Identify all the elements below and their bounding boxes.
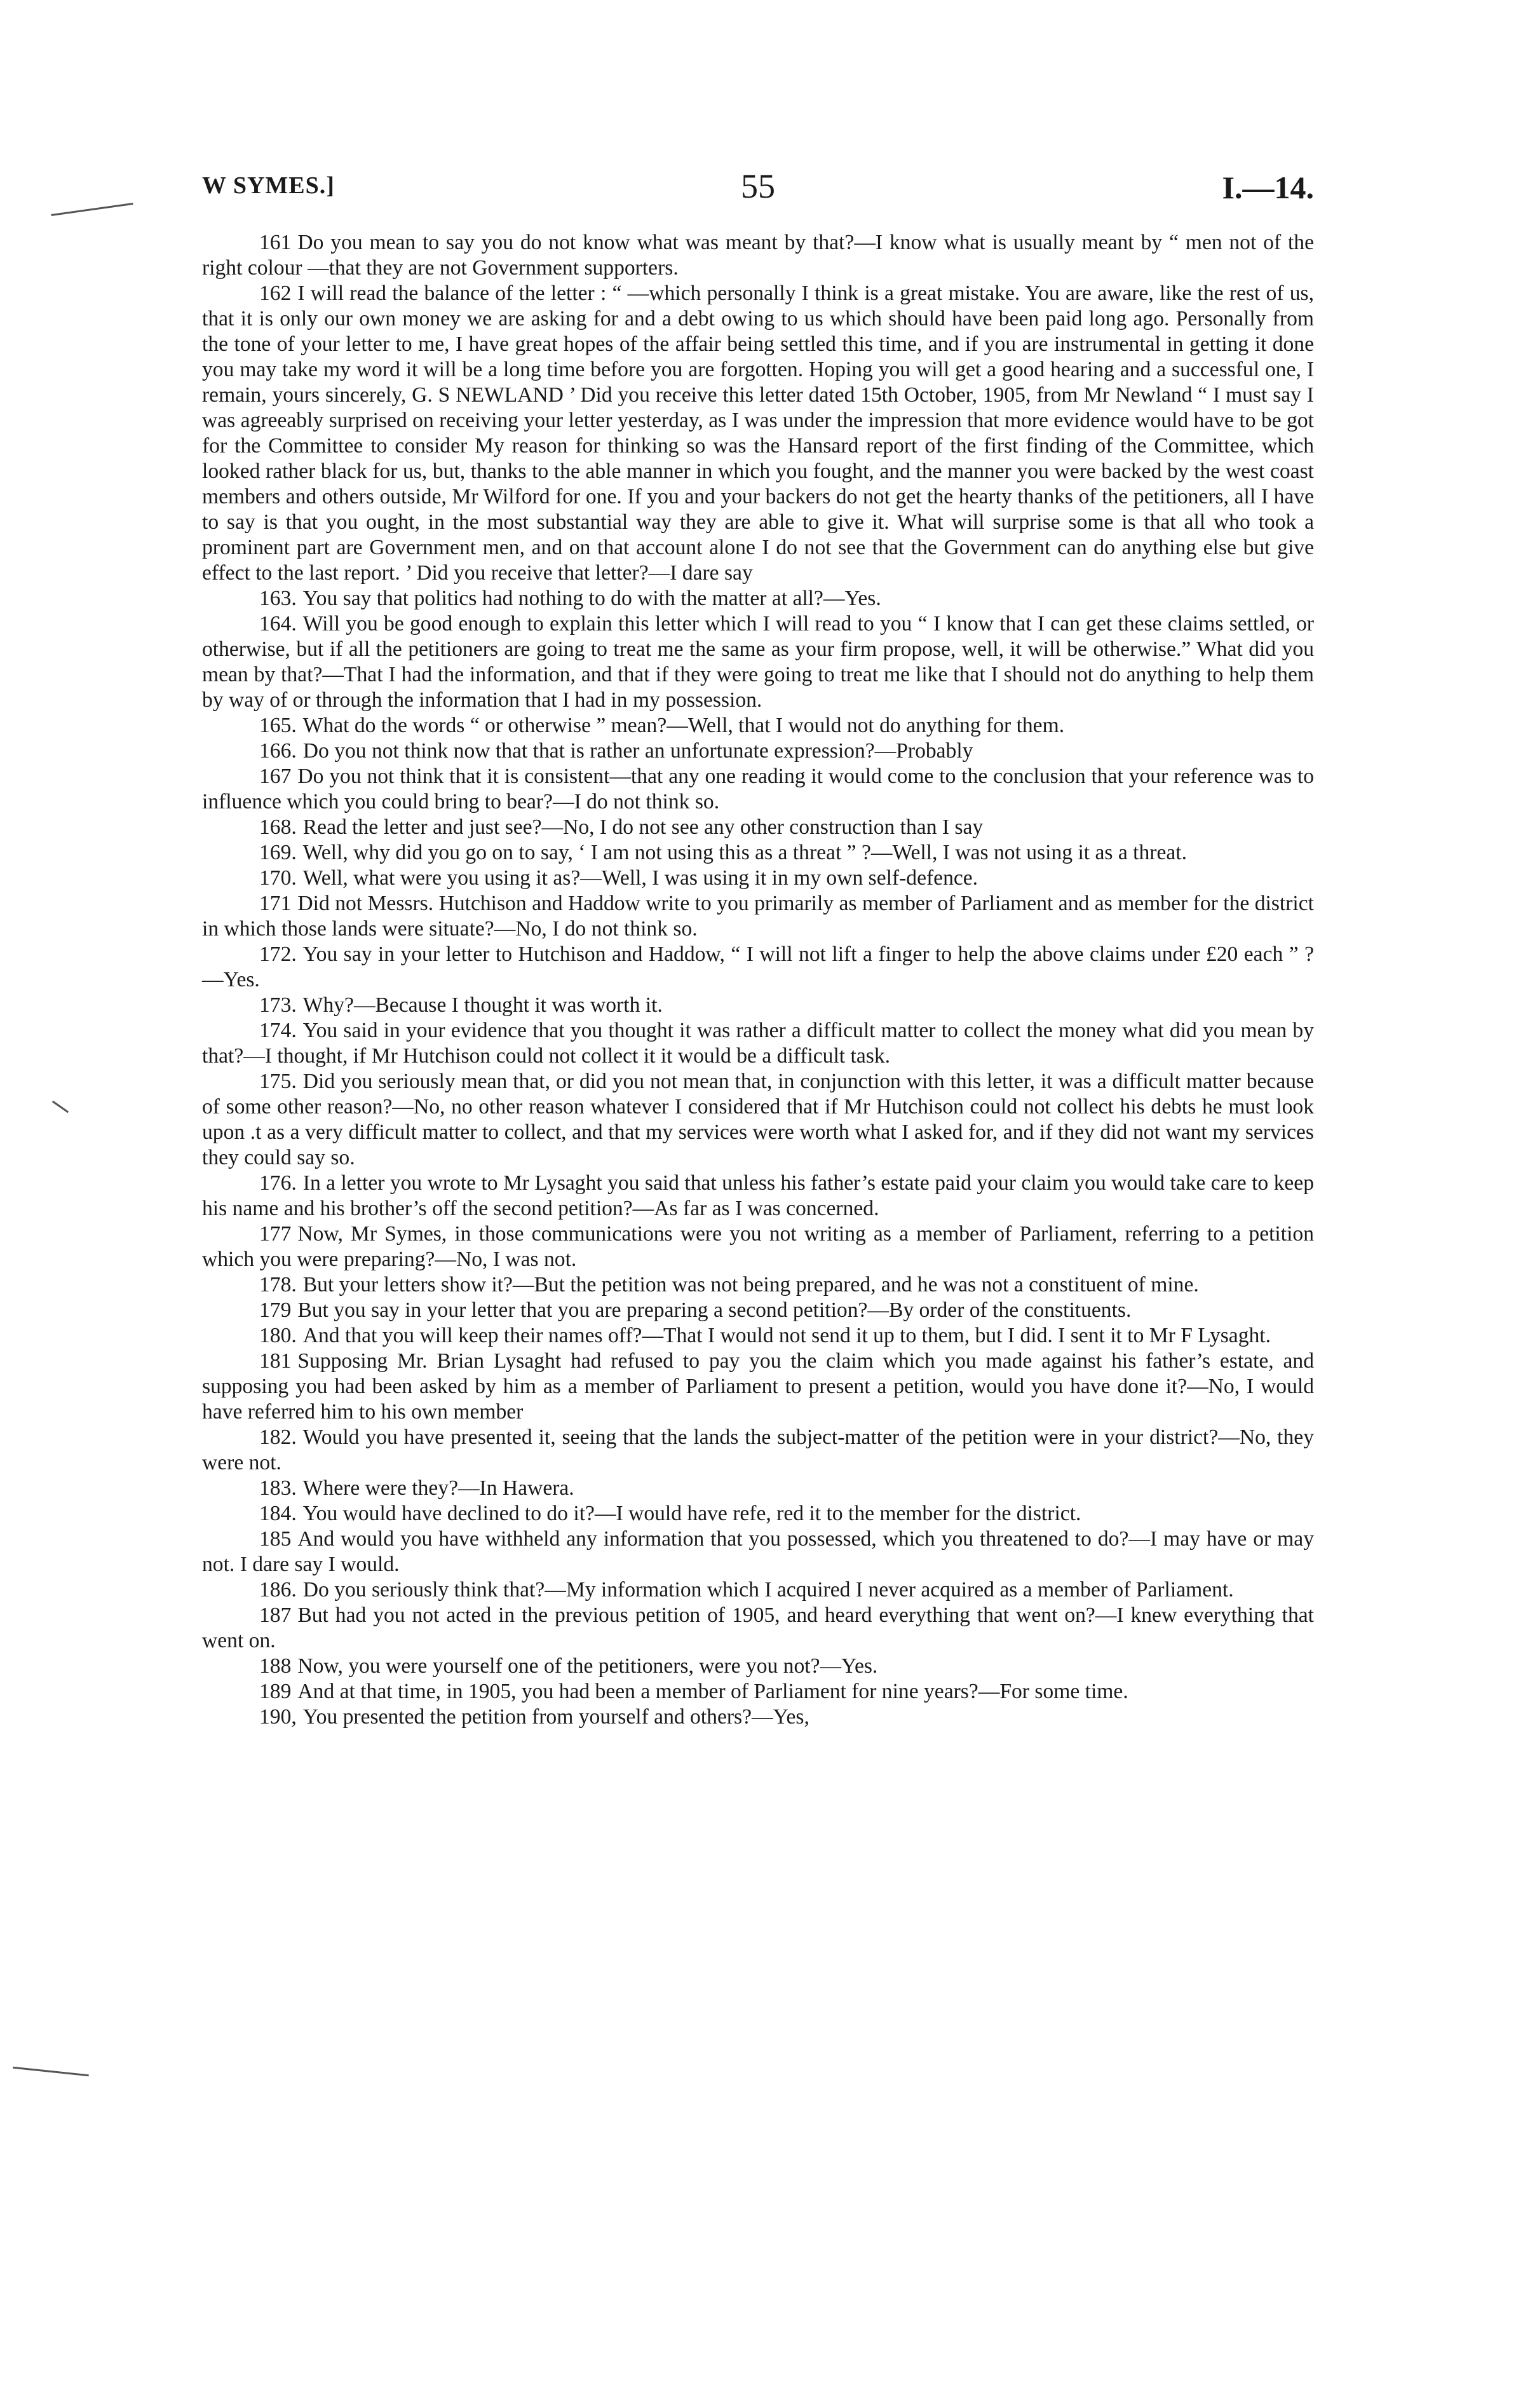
question-number: 183. [259,1476,297,1500]
question-text: Did you seriously mean that, or did you not mean that, in conjunction with this letter, it was a difficult matter because of some other reason?—No, no other reason whatever I considered that if Mr Hutchison could not collect his debts he must look upon .t as a very difficult matter to collect, and that my services were worth what I asked for, and if they did not want my services they could say so. [202,1070,1314,1169]
qa-paragraph [202,764,1314,815]
qa-paragraph [202,815,1314,840]
question-text: Well, why did you go on to say, ‘ I am not using this as a threat ” ?—Well, I was not using it as a threat. [302,841,1187,864]
qa-paragraph [202,1221,1314,1272]
question-number: 175. [259,1070,297,1093]
question-text: But you say in your letter that you are preparing a second petition?—By order of the constituents. [297,1298,1132,1322]
question-text: What do the words “ or otherwise ” mean?—Well, that I would not do anything for them. [302,714,1065,737]
question-number: 188 [259,1654,292,1678]
qa-paragraph [202,586,1314,611]
question-text: And that you will keep their names off?—That I would not send it up to them, but I did. I sent it to Mr F Lysaght. [302,1324,1271,1347]
question-number: 162 [259,282,292,305]
qa-paragraph [202,1501,1314,1527]
qa-paragraph [202,230,1314,281]
question-number: 161 [259,231,292,254]
question-number: 187 [259,1603,292,1627]
question-number: 165. [259,714,297,737]
witness-name: W SYMES.] [202,172,335,199]
qa-paragraph [202,891,1314,942]
question-number: 181 [259,1349,292,1373]
margin-mark [51,203,133,216]
question-text: And would you have withheld any information that you possessed, which you threatened to do?—I may have or may not. I dare say I would. [202,1527,1314,1576]
qa-paragraph [202,1577,1314,1603]
question-number: 167 [259,765,292,788]
document-reference: I.—14. [1222,170,1314,205]
question-text: Well, what were you using it as?—Well, I was using it in my own self-defence. [302,866,978,890]
qa-paragraph [202,942,1314,993]
question-text: Why?—Because I thought it was worth it. [302,993,663,1017]
qa-paragraph [202,1476,1314,1501]
page-number: 55 [741,167,775,205]
qa-paragraph [202,993,1314,1018]
qa-paragraph [202,713,1314,738]
question-text: I will read the balance of the letter : “ —which personally I think is a great mistake. You are aware, like the rest of us, that it is only our own money we are asking for and a debt owing to us which should have been paid long ago. Personally from the tone of your letter to me, I have great hopes of the affair being settled this time, and if you are instrumental in getting it done you may take my word it will be a long time before you are forgotten. Hoping you will get a good hearing and a successful one, I remain, yours sincerely, G. S NEWLAND ’ Did you receive this letter dated 15th October, 1905, from Mr Newland “ I must say I was agreeably surprised on receiving your letter yesterday, as I was under the impression that more evidence would have to be got for the Committee to consider My reason for thinking so was the Hansard report of the first finding of the Committee, which looked rather black for us, but, thanks to the able manner in which you fought, and the manner you were backed by the west coast members and others outside, Mr Wilford for one. If you and your backers do not get the hearty thanks of the petitioners, all I have to say is that you ought, in the most substantial way they are able to give it. What will surprise some is that all who took a prominent part are Government men, and on that account alone I do not see that the Government can do anything else but give effect to the last report. ’ Did you receive that letter?—I dare say [202,282,1314,585]
question-number: 185 [259,1527,292,1551]
qa-paragraph [202,1654,1314,1679]
question-number: 170. [259,866,297,890]
question-text: Did not Messrs. Hutchison and Haddow write to you primarily as member of Parliament and as member for the district in which those lands were situate?—No, I do not think so. [202,892,1314,941]
qa-paragraph [202,1323,1314,1349]
qa-paragraph [202,1704,1314,1730]
qa-paragraph [202,611,1314,713]
question-text: Do you seriously think that?—My information which I acquired I never acquired as a member of Parliament. [302,1578,1234,1602]
qa-paragraph [202,1527,1314,1577]
question-text: Do you mean to say you do not know what was meant by that?—I know what is usually meant by “ men not of the right colour —that they are not Government supporters. [202,231,1314,280]
question-number: 169. [259,841,297,864]
qa-paragraph [202,1018,1314,1069]
question-number: 168. [259,815,297,839]
qa-paragraph [202,1171,1314,1221]
page-header [202,167,1314,211]
question-number: 172. [259,942,297,966]
qa-paragraph [202,1298,1314,1323]
question-text: Now, you were yourself one of the petitioners, were you not?—Yes. [297,1654,878,1678]
question-number: 176. [259,1171,297,1195]
question-text: You say in your letter to Hutchison and Haddow, “ I will not lift a finger to help the above claims under £20 each ” ?—Yes. [202,942,1314,991]
question-text: Will you be good enough to explain this letter which I will read to you “ I know that I can get these claims settled, or otherwise, but if all the petitioners are going to treat me the same as your firm propose, well, it will be otherwise.” What did you mean by that?—That I had the information, and that if they were going to treat me like that I should not do anything to help them by way of or through the information that I had in my possession. [202,612,1314,712]
qa-paragraph [202,281,1314,586]
question-number: 190, [259,1705,297,1729]
question-number: 164. [259,612,297,636]
question-number: 171 [259,892,292,915]
question-text: You presented the petition from yourself and others?—Yes, [302,1705,809,1729]
question-number: 182. [259,1425,297,1449]
question-text: Would you have presented it, seeing that the lands the subject-matter of the petition were in your district?—No, they were not. [202,1425,1314,1474]
question-text: And at that time, in 1905, you had been a member of Parliament for nine years?—For some time. [297,1680,1128,1703]
question-number: 184. [259,1502,297,1525]
qa-paragraph [202,738,1314,764]
qa-paragraph [202,1349,1314,1425]
question-text: You would have declined to do it?—I would have refe, red it to the member for the district. [302,1502,1081,1525]
qa-paragraph [202,1603,1314,1654]
page-body [202,230,1314,1730]
margin-mark [52,1101,69,1113]
qa-paragraph [202,1272,1314,1298]
question-text: Now, Mr Symes, in those communications were you not writing as a member of Parliament, referring to a petition which you were preparing?—No, I was not. [202,1222,1314,1271]
question-text: Where were they?—In Hawera. [302,1476,574,1500]
question-number: 177 [259,1222,292,1246]
qa-paragraph [202,840,1314,866]
question-text: Read the letter and just see?—No, I do not see any other construction than I say [302,815,984,839]
question-text: You said in your evidence that you thought it was rather a difficult matter to collect the money what did you mean by that?—I thought, if Mr Hutchison could not collect it it would be a difficult task. [202,1019,1314,1068]
question-number: 166. [259,739,297,763]
question-number: 189 [259,1680,292,1703]
question-number: 163. [259,587,297,610]
question-text: But had you not acted in the previous petition of 1905, and heard everything that went on?—I knew everything that went on. [202,1603,1314,1652]
question-number: 186. [259,1578,297,1602]
question-text: Do you not think that it is consistent—that any one reading it would come to the conclusion that your reference was to influence which you could bring to bear?—I do not think so. [202,765,1314,813]
question-number: 173. [259,993,297,1017]
question-number: 179 [259,1298,292,1322]
qa-paragraph [202,1069,1314,1171]
question-text: You say that politics had nothing to do with the matter at all?—Yes. [302,587,881,610]
question-text: But your letters show it?—But the petition was not being prepared, and he was not a constituent of mine. [302,1273,1199,1296]
margin-mark [13,2067,89,2077]
question-number: 178. [259,1273,297,1296]
question-number: 180. [259,1324,297,1347]
qa-paragraph [202,866,1314,891]
qa-paragraph [202,1679,1314,1704]
question-text: Supposing Mr. Brian Lysaght had refused to pay you the claim which you made against his father’s estate, and supposing you had been asked by him as a member of Parliament to present a petition, would you have done it?—No, I would have referred him to his own member [202,1349,1314,1424]
question-text: In a letter you wrote to Mr Lysaght you said that unless his father’s estate paid your claim you would take care to keep his name and his brother’s off the second petition?—As far as I was concerned. [202,1171,1314,1220]
question-number: 174. [259,1019,297,1042]
question-text: Do you not think now that that is rather an unfortunate expression?—Probably [302,739,973,763]
qa-paragraph [202,1425,1314,1476]
